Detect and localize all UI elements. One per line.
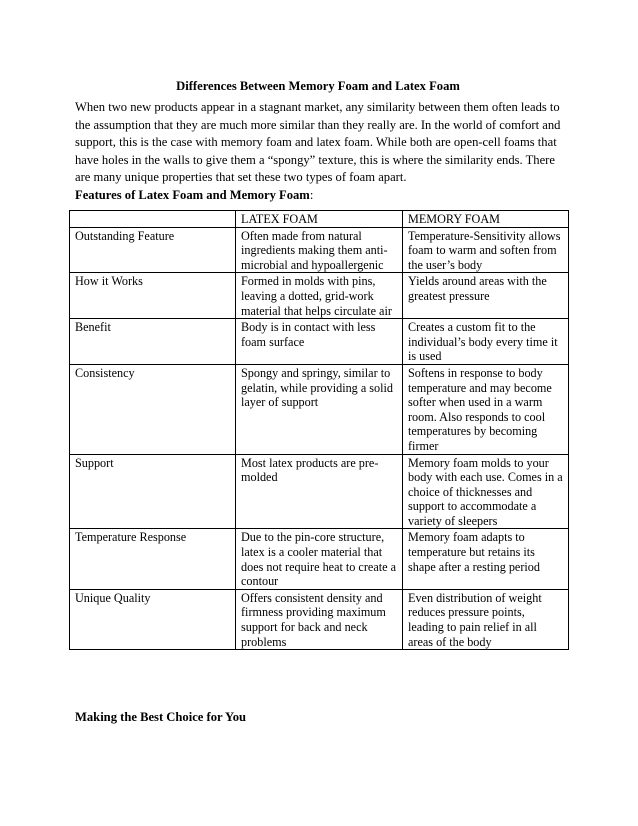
cell-latex: Often made from natural ingredients making them anti-microbial and hypoallergenic [236, 227, 403, 273]
cell-latex: Spongy and springy, similar to gelatin, while providing a solid layer of support [236, 364, 403, 454]
cell-latex: Body is in contact with less foam surface [236, 319, 403, 365]
intro-paragraph [75, 99, 567, 187]
intro-line: have holes in the walls to give them a “spongy” texture, this is where the similarity ends. There [75, 152, 555, 167]
cell-latex: Formed in molds with pins, leaving a dotted, grid-work material that helps circulate air [236, 273, 403, 319]
cell-memory: Softens in response to body temperature and may become softer when used in a warm room. Also responds to cool temperatures by becoming firmer [403, 364, 569, 454]
cell-latex: Offers consistent density and firmness providing maximum support for back and neck problems [236, 589, 403, 649]
cell-memory: Memory foam molds to your body with each use. Comes in a choice of thicknesses and support to accommodate a variety of sleepers [403, 454, 569, 529]
section-heading: Making the Best Choice for You [75, 710, 247, 724]
comparison-table [69, 210, 569, 650]
header-feature [70, 211, 236, 228]
features-heading-text: Features of Latex Foam and Memory Foam [75, 188, 310, 202]
cell-feature: Support [70, 454, 236, 529]
features-heading-colon: : [309, 188, 314, 202]
cell-latex: Most latex products are pre-molded [236, 454, 403, 529]
table-row [70, 273, 569, 319]
table-row [70, 589, 569, 649]
header-memory-foam: MEMORY FOAM [403, 211, 569, 228]
table-row [70, 454, 569, 529]
cell-memory: Memory foam adapts to temperature but retains its shape after a resting period [403, 529, 569, 589]
features-heading [75, 187, 313, 203]
cell-memory: Creates a custom fit to the individual’s body every time it is used [403, 319, 569, 365]
cell-memory: Yields around areas with the greatest pressure [403, 273, 569, 319]
table-row [70, 227, 569, 273]
table-header-row [70, 211, 569, 228]
cell-feature: How it Works [70, 273, 236, 319]
document-title: Differences Between Memory Foam and Latex Foam [176, 79, 460, 93]
intro-line: the assumption that they are much more similar than they really are. In the world of comfort and [75, 117, 561, 132]
table-row [70, 529, 569, 589]
intro-line: are many unique properties that set these two types of foam apart. [75, 170, 407, 184]
cell-memory: Even distribution of weight reduces pressure points, leading to pain relief in all areas of the body [403, 589, 569, 649]
cell-memory: Temperature-Sensitivity allows foam to warm and soften from the user’s body [403, 227, 569, 273]
cell-feature: Benefit [70, 319, 236, 365]
header-latex-foam: LATEX FOAM [236, 211, 403, 228]
intro-line: support, this is the case with memory foam and latex foam. While both are open-cell foams that [75, 135, 557, 149]
cell-feature: Temperature Response [70, 529, 236, 589]
table-row [70, 319, 569, 365]
cell-feature: Unique Quality [70, 589, 236, 649]
cell-feature: Outstanding Feature [70, 227, 236, 273]
table-row [70, 364, 569, 454]
cell-feature: Consistency [70, 364, 236, 454]
intro-line: When two new products appear in a stagnant market, any similarity between them often leads to [75, 100, 560, 114]
cell-latex: Due to the pin-core structure, latex is a cooler material that does not require heat to create a contour [236, 529, 403, 589]
